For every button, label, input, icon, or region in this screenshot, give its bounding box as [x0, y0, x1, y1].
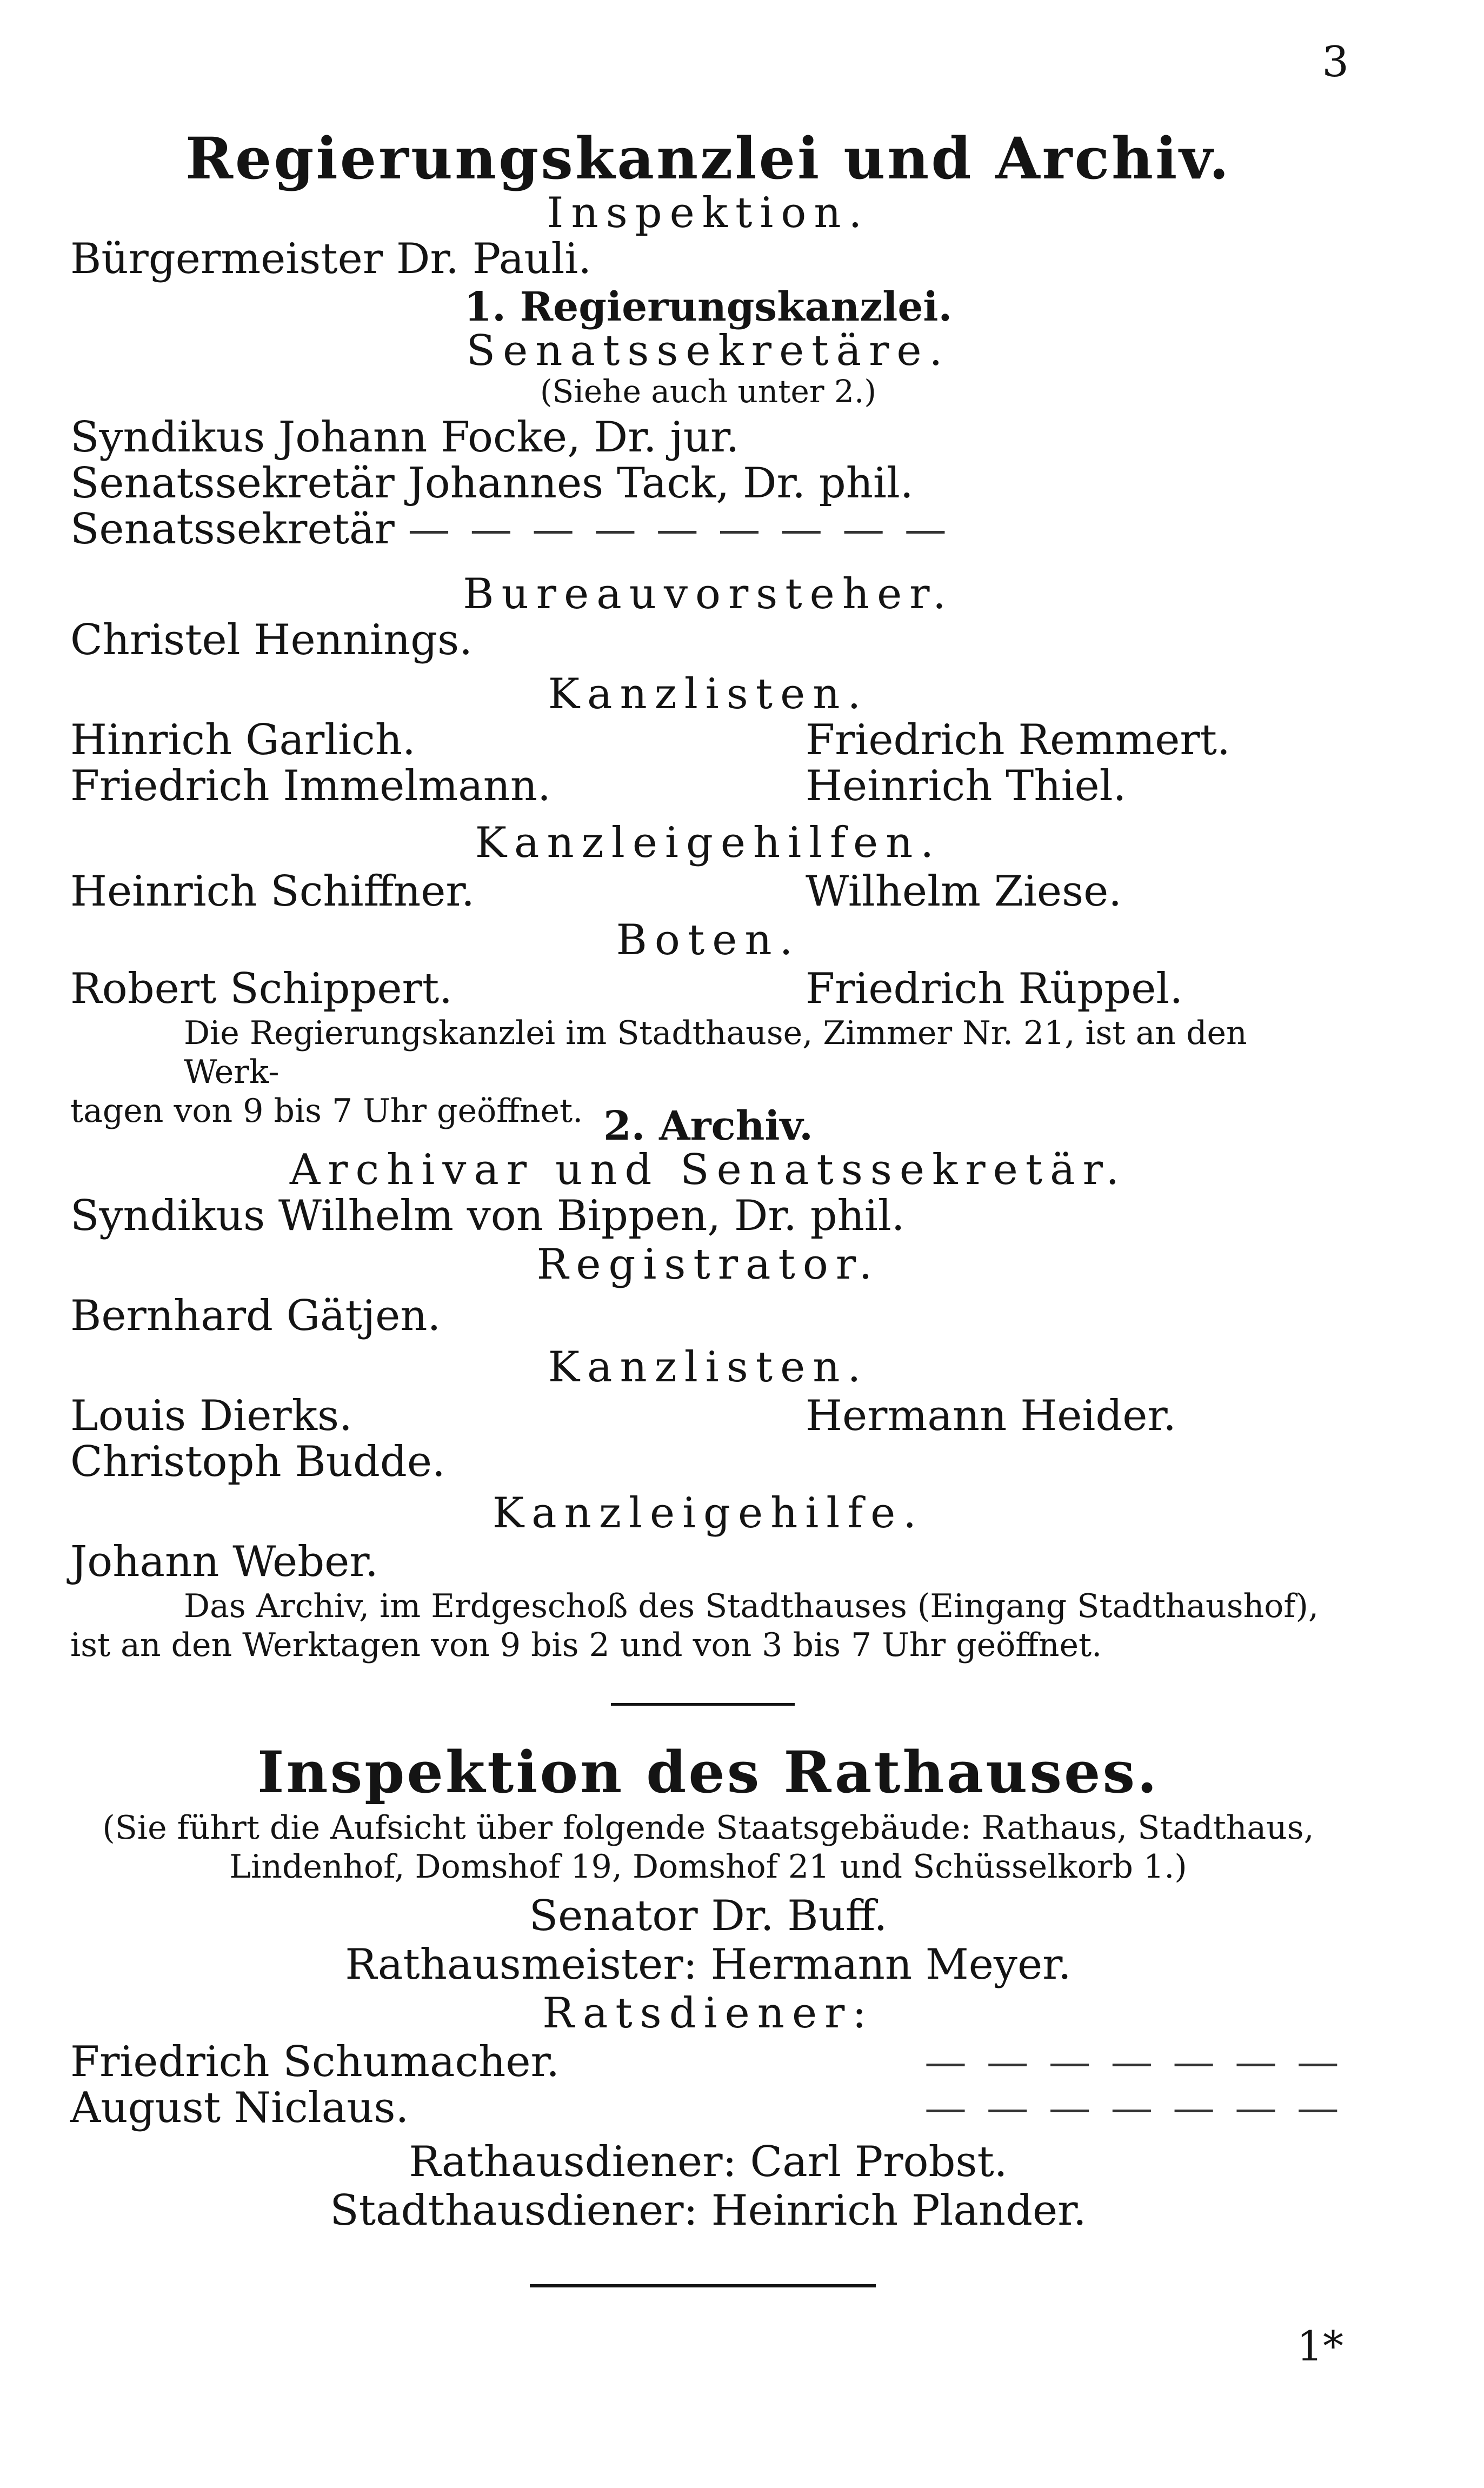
note-line: Die Regierungskanzlei im Stadthause, Zimmer Nr. 21, ist an den Werk- — [184, 1014, 1247, 1091]
page-number: 3 — [1322, 38, 1349, 87]
senat-name-3-text: Senatssekretär — [70, 505, 395, 554]
senat-name-3 — [70, 505, 1346, 554]
kanzlisten-row-2 — [70, 762, 1346, 810]
note-line: Das Archiv, im Erdgeschoß des Stadthauses (Eingang Stadthaushof), — [184, 1587, 1319, 1625]
note-line: Lindenhof, Domshof 19, Domshof 21 und Schüsselkorb 1.) — [229, 1848, 1187, 1886]
kanzlist-name: Louis Dierks. — [70, 1392, 352, 1440]
registrator-name: Bernhard Gätjen. — [70, 1292, 441, 1340]
senatssekretaere-label: Senatssekretäre. — [466, 327, 950, 375]
archiv-gehilfe-label: Kanzleigehilfe. — [492, 1489, 924, 1538]
senatssekretaere-note: (Siehe auch unter 2.) — [540, 373, 877, 410]
section-title-rathaus: Inspektion des Rathauses. — [257, 1738, 1160, 1806]
end-rule — [530, 2284, 876, 2287]
stadthausdiener: Stadthausdiener: Heinrich Plander. — [330, 2186, 1087, 2235]
kanzleigehilfen-label: Kanzleigehilfen. — [475, 819, 942, 867]
vacant-dashes: — — — — — — — — — — [408, 505, 950, 554]
ratsdiener-row-2 — [70, 2084, 1346, 2132]
note-line: tagen von 9 bis 7 Uhr geöffnet. — [70, 1092, 583, 1130]
rathausmeister: Rathausmeister: Hermann Meyer. — [345, 1940, 1072, 1989]
kanzlist-name: Friedrich Remmert. — [806, 716, 1230, 764]
signature-mark: 1* — [1296, 2322, 1343, 2370]
kanzlist-name: Friedrich Immelmann. — [70, 762, 551, 810]
registrator-label: Registrator. — [536, 1240, 880, 1289]
section-title-regierungskanzlei: Regierungskanzlei und Archiv. — [185, 124, 1232, 192]
archivar-label: Archivar und Senatssekretär. — [289, 1146, 1127, 1194]
inspektion-name: Bürgermeister Dr. Pauli. — [70, 235, 592, 283]
rathausdiener: Rathausdiener: Carl Probst. — [409, 2138, 1008, 2186]
archivar-name: Syndikus Wilhelm von Bippen, Dr. phil. — [70, 1192, 905, 1240]
part1-heading: 1. Regierungskanzlei. — [464, 284, 953, 330]
senat-name-2: Senatssekretär Johannes Tack, Dr. phil. — [70, 459, 914, 508]
gehilfe-name: Wilhelm Ziese. — [806, 867, 1122, 916]
archiv-kanzlisten-row — [70, 1392, 1346, 1440]
kanzlist-name: Hinrich Garlich. — [70, 716, 416, 764]
bureauvorsteher-label: Bureauvorsteher. — [463, 570, 954, 618]
kanzlisten-label: Kanzlisten. — [548, 670, 869, 719]
ratsdiener-label: Ratsdiener: — [542, 1989, 874, 2038]
boten-label: Boten. — [616, 916, 801, 964]
inspektion-label: Inspektion. — [547, 189, 870, 237]
archiv-kanzlisten-label: Kanzlisten. — [548, 1343, 869, 1392]
part2-heading: 2. Archiv. — [603, 1103, 813, 1149]
senator-name: Senator Dr. Buff. — [529, 1892, 888, 1940]
archiv-gehilfe-name: Johann Weber. — [70, 1538, 378, 1586]
rathaus-note — [70, 1808, 1346, 1886]
archiv-note — [70, 1587, 1346, 1665]
note-line: (Sie führt die Aufsicht über folgende Staatsgebäude: Rathaus, Stadthaus, — [102, 1809, 1314, 1847]
bote-name: Robert Schippert. — [70, 964, 452, 1013]
boten-row — [70, 964, 1346, 1013]
bureauvorsteher-name: Christel Hennings. — [70, 616, 473, 664]
kanzleigehilfen-row — [70, 867, 1346, 916]
kanzlisten-row-1 — [70, 716, 1346, 764]
vacant-dashes: — — — — — — — — [924, 2038, 1342, 2086]
ratsdiener-name: Friedrich Schumacher. — [70, 2038, 560, 2086]
gehilfe-name: Heinrich Schiffner. — [70, 867, 475, 916]
ratsdiener-row-1 — [70, 2038, 1346, 2086]
ratsdiener-name: August Niclaus. — [70, 2084, 409, 2132]
senat-name-1: Syndikus Johann Focke, Dr. jur. — [70, 413, 740, 462]
kanzlist-name: Heinrich Thiel. — [806, 762, 1127, 810]
archiv-kanzlist-extra: Christoph Budde. — [70, 1438, 445, 1486]
section-divider — [611, 1703, 795, 1706]
note-line: ist an den Werktagen von 9 bis 2 und von 3 bis 7 Uhr geöffnet. — [70, 1626, 1102, 1664]
bote-name: Friedrich Rüppel. — [806, 964, 1183, 1013]
vacant-dashes: — — — — — — — — [924, 2084, 1342, 2132]
kanzlist-name: Hermann Heider. — [806, 1392, 1176, 1440]
